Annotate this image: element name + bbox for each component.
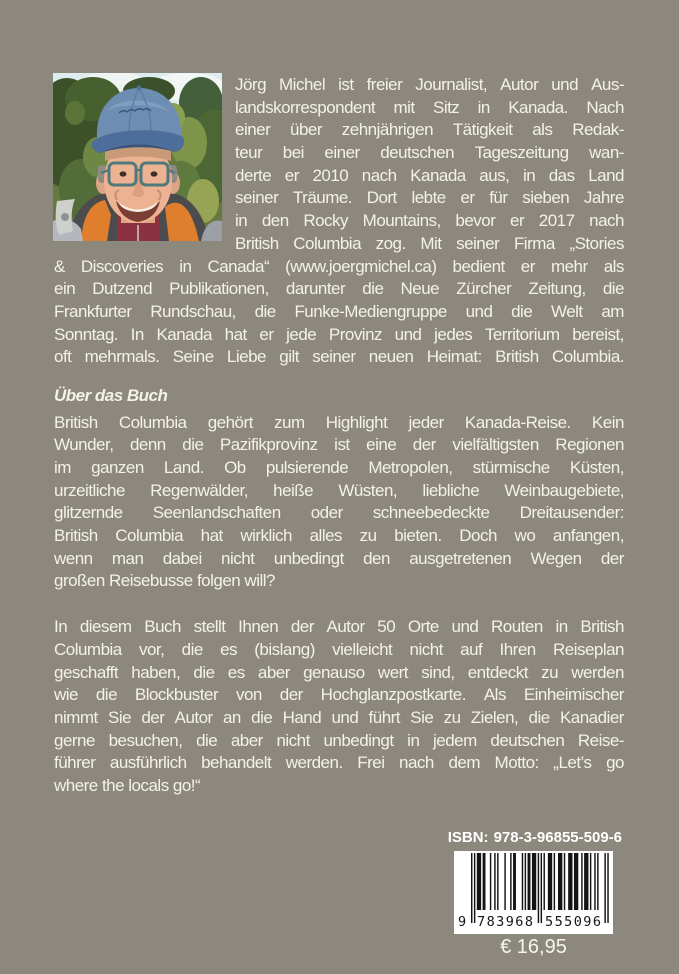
text-line: nimmt Sie der Autor an die Hand und führt Sie zu Zielen, die Kanadier [54, 707, 624, 727]
barcode-bars [471, 853, 609, 923]
text-line: einer über zehnjährigen Tätigkeit als Redak- [235, 120, 624, 140]
text-line: führer ausführlich behandelt werden. Frei nach dem Motto: „Let’s go [54, 753, 624, 773]
text-line: Wunder, denn die Pazifikprovinz ist eine der vielfältigsten Regionen [54, 435, 624, 455]
isbn-label: ISBN: [447, 829, 489, 846]
text-line: Columbia vor, die es (bislang) vielleicht nicht auf Ihren Reiseplan [54, 639, 624, 659]
text-line: British Columbia zog. Mit seiner Firma „Stories [235, 233, 624, 253]
isbn-number: 978-3-96855-509-6 [493, 829, 622, 846]
text-line: großen Reisebusse folgen will? [54, 571, 275, 591]
barcode-digits-right: 555096 [545, 914, 601, 930]
text-line: wie die Blockbuster von der Hochglanzpostkarte. Als Einheimischer [54, 685, 624, 705]
text-line: ein Dutzend Publikationen, darunter die Neue Zürcher Zeitung, die [54, 279, 624, 299]
text-line: Frankfurter Rundschau, die Funke-Mediengruppe und die Welt am [54, 301, 624, 321]
text-line: British Columbia gehört zum Highlight jeder Kanada-Reise. Kein [54, 412, 624, 432]
text-line: gerne besuchen, die aber nicht unbedingt in jedem deutschen Reise- [54, 730, 624, 750]
text-line: urzeitliche Regenwälder, heiße Wüsten, liebliche Weinbaugebiete, [54, 480, 624, 500]
text-line: In diesem Buch stellt Ihnen der Autor 50 Orte und Routen in British [54, 617, 624, 637]
text-line: Sonntag. In Kanada hat er jede Provinz und jedes Territorium bereist, [54, 324, 624, 344]
text-line: geschafft haben, die es aber genauso wert sind, entdeckt zu werden [54, 662, 624, 682]
text-line: teur bei einer deutschen Tageszeitung wan- [235, 143, 624, 163]
text-line: glitzernde Seenlandschaften oder schneebedeckte Dreitausender: [54, 503, 624, 523]
barcode-svg [454, 851, 613, 934]
barcode [454, 851, 613, 934]
about-book-heading: Über das Buch [54, 385, 168, 405]
text-line: wenn man dabei nicht unbedingt den ausgetretenen Wegen der [54, 548, 624, 568]
price-label: € 16,95 [500, 936, 567, 958]
about-author-paragraph [54, 74, 624, 369]
text-line: in den Rocky Mountains, bevor er 2017 nach [235, 211, 624, 231]
text-column [54, 74, 624, 798]
text-line: derte er 2010 nach Kanada aus, in das Land [235, 165, 624, 185]
barcode-digit-lead: 9 [458, 914, 467, 930]
closing-paragraph [54, 616, 624, 798]
text-line: im ganzen Land. Ob pulsierende Metropolen, stürmische Küsten, [54, 458, 624, 477]
about-book-paragraph [54, 412, 624, 594]
text-line: & Discoveries in Canada“ (www.joergmichel.ca) bedient er mehr als [54, 256, 624, 276]
text-line: where the locals go!“ [54, 775, 201, 795]
text-line: British Columbia hat wirklich alles zu bieten. Doch wo anfangen, [54, 526, 624, 546]
text-line: seiner Träume. Dort lebte er für sieben Jahre [235, 188, 624, 208]
text-line: landskorrespondent mit Sitz in Kanada. Nach [235, 97, 624, 117]
barcode-digits-left: 783968 [477, 914, 533, 930]
text-line: oft mehrmals. Seine Liebe gilt seiner neuen Heimat: British Columbia. [54, 347, 624, 367]
isbn-text [448, 829, 622, 846]
text-line: Jörg Michel ist freier Journalist, Autor und Aus- [235, 75, 624, 94]
